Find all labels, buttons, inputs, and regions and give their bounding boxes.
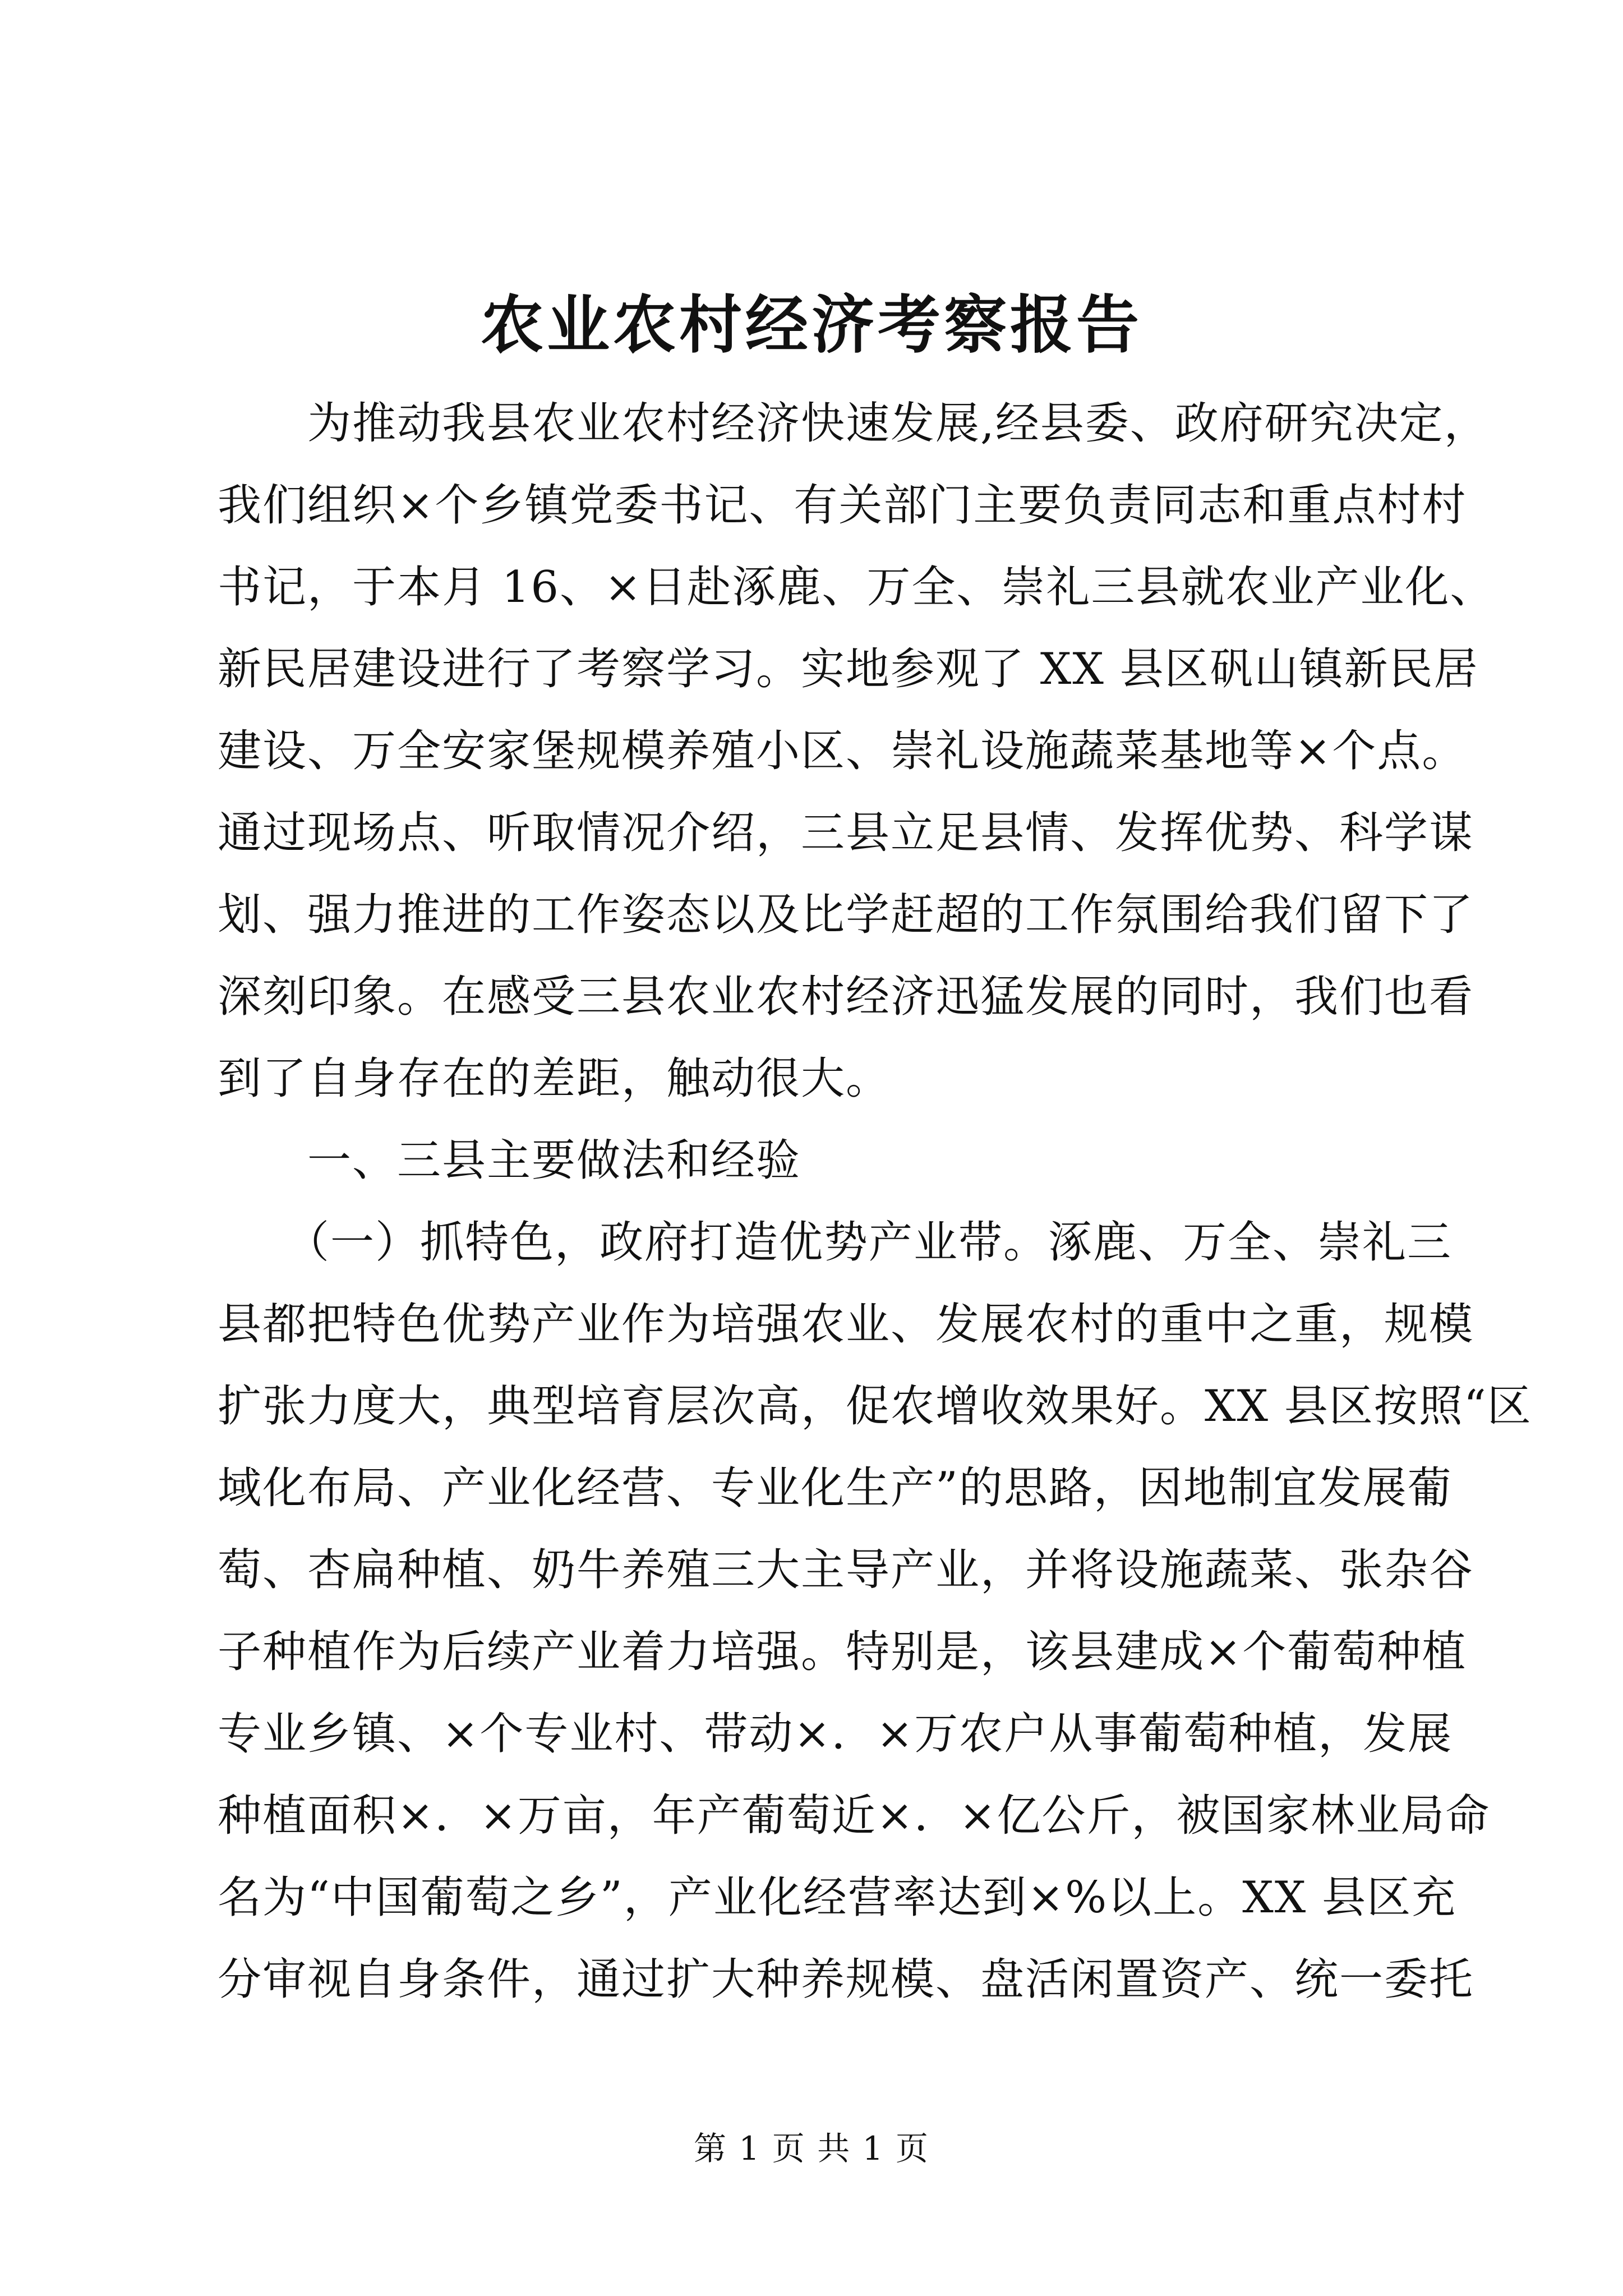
body-line: 扩张力度大，典型培育层次高，促农增收效果好。XX 县区按照“区	[218, 1381, 1532, 1432]
body-line: 子种植作为后续产业着力培强。特别是，该县建成×个葡萄种植	[218, 1627, 1467, 1677]
body-line: 新民居建设进行了考察学习。实地参观了 XX 县区矾山镇新民居	[218, 644, 1479, 694]
body-line: 深刻印象。在感受三县农业农村经济迅猛发展的同时，我们也看	[218, 972, 1474, 1022]
body-line: 萄、杏扁种植、奶牛养殖三大主导产业，并将设施蔬菜、张杂谷	[218, 1545, 1474, 1595]
document-title: 农业农村经济考察报告	[481, 288, 1142, 362]
body-line: 我们组织×个乡镇党委书记、有关部门主要负责同志和重点村村	[218, 480, 1467, 531]
body-line: 种植面积×．×万亩，年产葡萄近×．×亿公斤，被国家林业局命	[218, 1791, 1491, 1841]
body-line: 建设、万全安家堡规模养殖小区、崇礼设施蔬菜基地等×个点。	[218, 726, 1467, 776]
body-line: 为推动我县农业农村经济快速发展,经县委、政府研究决定，	[218, 398, 1489, 449]
body-line: 分审视自身条件，通过扩大种养规模、盘活闲置资产、统一委托	[218, 1954, 1474, 2005]
body-line: 县都把特色优势产业作为培强农业、发展农村的重中之重，规模	[218, 1299, 1474, 1350]
body-line: 名为“中国葡萄之乡”，产业化经营率达到×%以上。XX 县区充	[218, 1872, 1457, 1923]
body-line: （一）抓特色，政府打造优势产业带。涿鹿、万全、崇礼三	[218, 1217, 1453, 1268]
section-heading: 一、三县主要做法和经验	[218, 1135, 801, 1186]
body-line: 划、强力推进的工作姿态以及比学赶超的工作氛围给我们留下了	[218, 890, 1474, 940]
body-line: 到了自身存在的差距，触动很大。	[218, 1053, 891, 1104]
body-line: 域化布局、产业化经营、专业化生产”的思路，因地制宜发展葡	[218, 1463, 1453, 1513]
body-line: 专业乡镇、×个专业村、带动×．×万农户从事葡萄种植，发展	[218, 1709, 1453, 1759]
page-number-footer: 第 1 页 共 1 页	[694, 2129, 929, 2168]
body-line: 通过现场点、听取情况介绍，三县立足县情、发挥优势、科学谋	[218, 808, 1474, 858]
body-line: 书记，于本月 16、×日赴涿鹿、万全、崇礼三县就农业产业化、	[218, 562, 1495, 613]
